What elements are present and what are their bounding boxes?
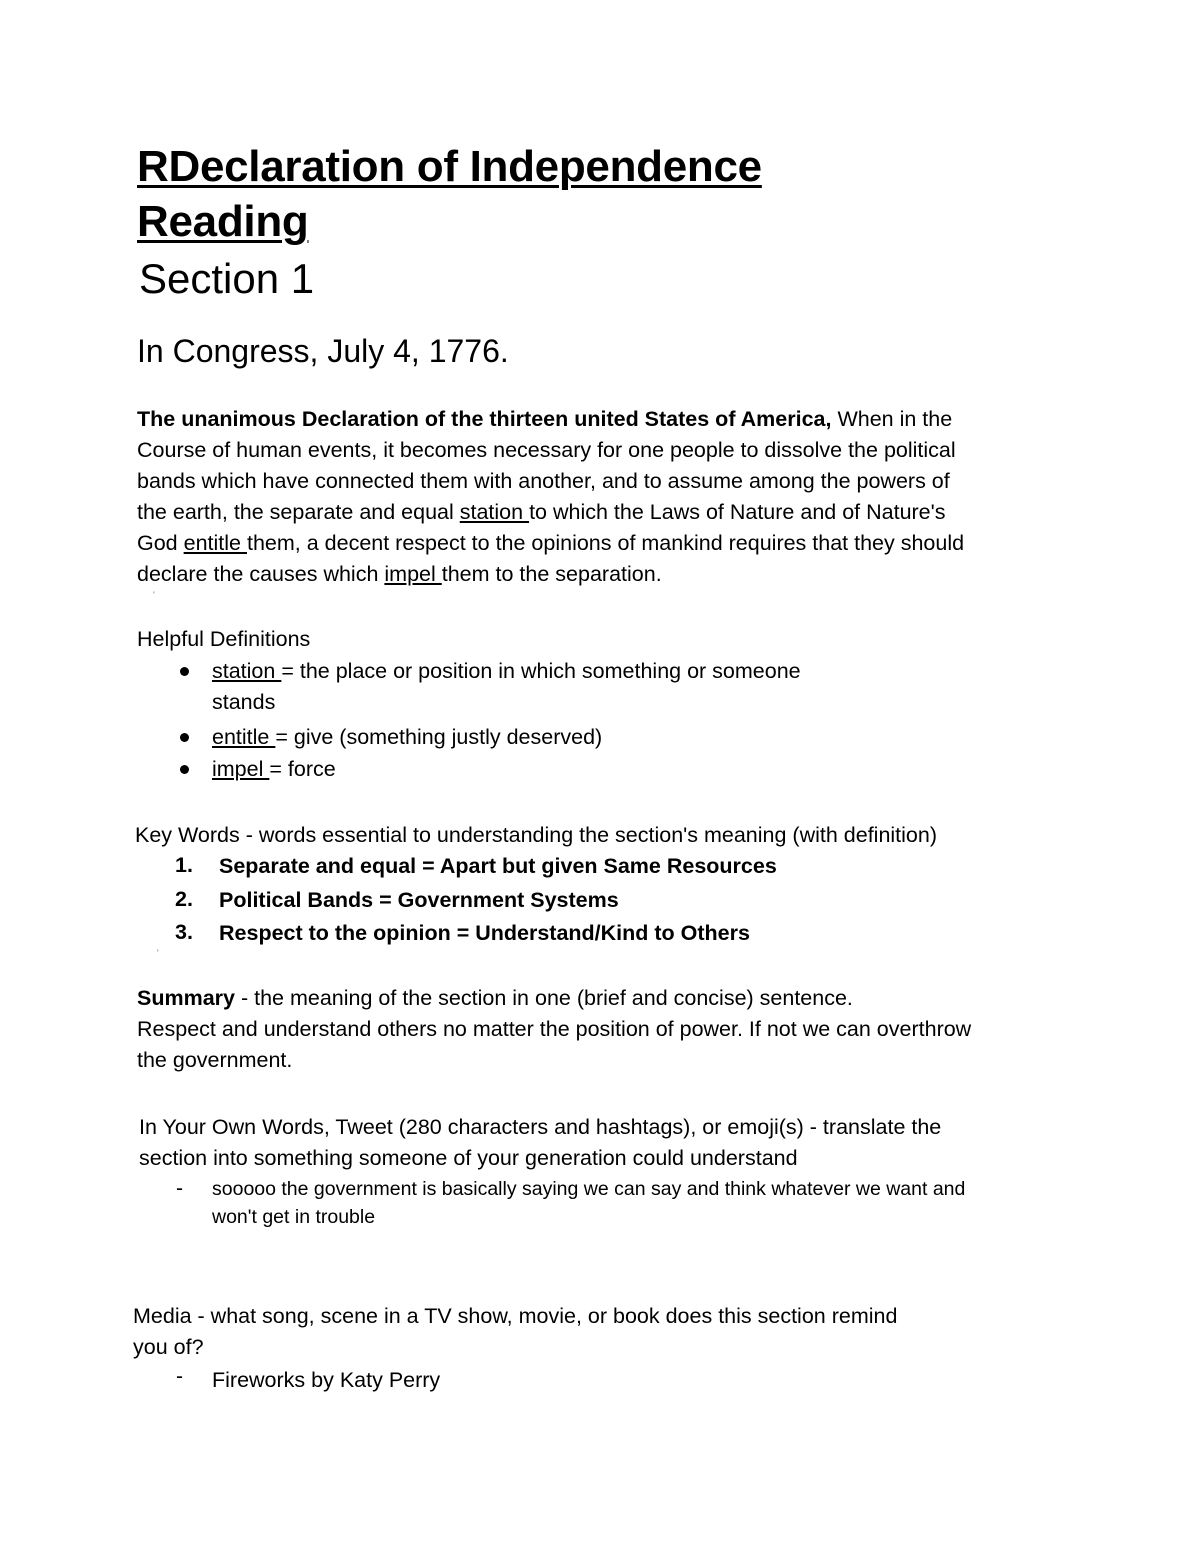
summary-label: Summary	[137, 986, 235, 1010]
key-words-heading: Key Words - words essential to understanding the section's meaning (with definition)	[135, 823, 938, 847]
dash-marker: -	[176, 1365, 183, 1388]
definition-item	[212, 722, 602, 753]
key-word-item: Respect to the opinion = Understand/Kind to Others	[219, 921, 750, 945]
stray-mark: '	[153, 590, 155, 600]
summary-answer: the government.	[137, 1048, 293, 1072]
document-title-line2: Reading	[137, 197, 309, 246]
own-words-prompt: section into something someone of your generation could understand	[139, 1146, 798, 1170]
intro-paragraph	[137, 404, 1057, 590]
intro-text: them to the separation.	[441, 562, 662, 586]
own-words-prompt: In Your Own Words, Tweet (280 characters and hashtags), or emoji(s) - translate the	[139, 1115, 942, 1139]
intro-text: God	[137, 531, 184, 555]
media-prompt: you of?	[133, 1335, 204, 1359]
media-prompt: Media - what song, scene in a TV show, movie, or book does this section remind	[133, 1304, 898, 1328]
key-word-item: Separate and equal = Apart but given Same Resources	[219, 854, 777, 878]
definition-item	[212, 656, 801, 687]
bullet-icon	[180, 765, 189, 774]
underlined-term-entitle: entitle	[183, 531, 247, 555]
media-answer: Fireworks by Katy Perry	[212, 1368, 441, 1392]
summary-prompt-text: - the meaning of the section in one (brief and concise) sentence.	[235, 986, 853, 1010]
summary-prompt	[137, 983, 853, 1014]
intro-text: Course of human events, it becomes necessary for one people to dissolve the political	[137, 438, 956, 462]
stray-mark: '	[157, 948, 159, 958]
intro-text: to which the Laws of Nature and of Nature's	[529, 500, 946, 524]
definition-term: entitle	[212, 725, 276, 749]
intro-text: the earth, the separate and equal	[137, 500, 460, 524]
definition-item	[212, 754, 336, 785]
key-word-item: Political Bands = Government Systems	[219, 888, 619, 912]
date-line: In Congress, July 4, 1776.	[137, 333, 509, 369]
intro-text: When in the	[831, 407, 953, 431]
underlined-term-impel: impel	[384, 562, 442, 586]
own-words-answer: won't get in trouble	[212, 1206, 376, 1228]
dash-marker: -	[176, 1177, 183, 1200]
definitions-heading: Helpful Definitions	[137, 627, 311, 651]
intro-bold-lead: The unanimous Declaration of the thirteen united States of America,	[137, 407, 832, 431]
underlined-term-station: station	[459, 500, 530, 524]
list-number: 3.	[175, 920, 193, 944]
definition-term: impel	[212, 757, 270, 781]
definition-text: = the place or position in which something or someone	[281, 659, 801, 683]
definition-text: = give (something justly deserved)	[275, 725, 603, 749]
definition-text: = force	[269, 757, 336, 781]
section-heading: Section 1	[139, 255, 315, 302]
document-title-line1: RDeclaration of Independence	[137, 142, 762, 191]
own-words-answer: sooooo the government is basically saying we can say and think whatever we want and	[212, 1178, 966, 1200]
intro-text: them, a decent respect to the opinions of mankind requires that they should	[246, 531, 965, 555]
list-number: 2.	[175, 887, 193, 911]
summary-answer: Respect and understand others no matter the position of power. If not we can overthrow	[137, 1017, 972, 1041]
intro-text: declare the causes which	[137, 562, 385, 586]
definition-term: station	[212, 659, 282, 683]
bullet-icon	[180, 667, 189, 676]
intro-text: bands which have connected them with another, and to assume among the powers of	[137, 469, 950, 493]
bullet-icon	[180, 733, 189, 742]
definition-text-cont: stands	[212, 690, 276, 714]
list-number: 1.	[175, 853, 193, 877]
